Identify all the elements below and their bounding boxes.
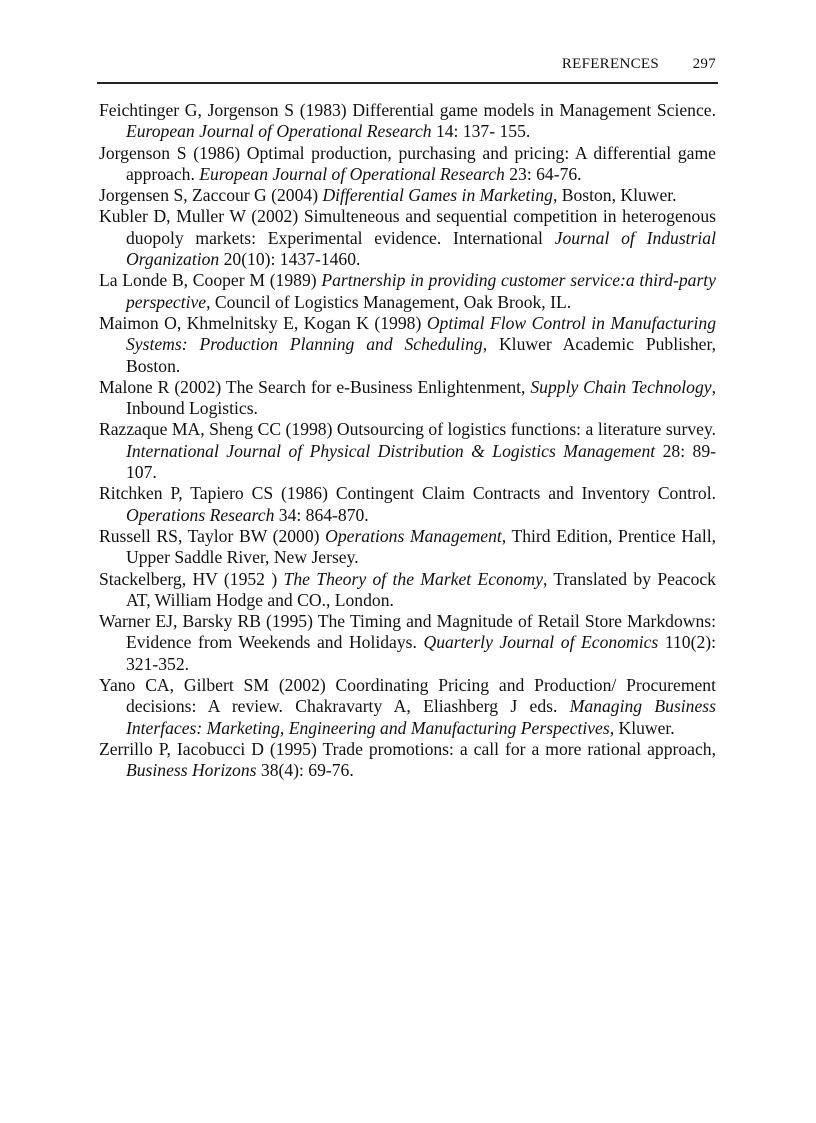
- reference-details: , Third Edition, Prentice Hall, Upper Saddle River, New Jersey.: [126, 525, 716, 568]
- reference-source-title: Journal of Industrial Organization: [126, 227, 716, 270]
- reference-details: 20(10): 1437-1460.: [219, 249, 361, 270]
- reference-source-title: European Journal of Operational Research: [126, 121, 432, 142]
- reference-text: Ritchken P, Tapiero CS (1986) Contingent Claim Contracts and Inventory Control.: [99, 483, 716, 504]
- reference-entry: [99, 675, 716, 739]
- reference-source-title: International Journal of Physical Distribution & Logistics Management: [126, 440, 656, 461]
- reference-details: , Kluwer.: [609, 717, 675, 738]
- reference-text: Razzaque MA, Sheng CC (1998) Outsourcing of logistics functions: a literature survey.: [99, 419, 716, 440]
- reference-source-title: European Journal of Operational Research: [199, 163, 505, 184]
- reference-details: , Inbound Logistics.: [126, 376, 716, 419]
- reference-text: Zerrillo P, Iacobucci D (1995) Trade promotions: a call for a more rational approach,: [99, 738, 716, 759]
- reference-details: , Translated by Peacock AT, William Hodge and CO., London.: [126, 568, 716, 610]
- reference-source-title: Supply Chain Technology: [530, 376, 712, 397]
- reference-details: 34: 864-870.: [274, 504, 369, 525]
- reference-text: Jorgenson S (1986) Optimal production, purchasing and pricing: A differential game approach.: [99, 142, 716, 184]
- reference-list: [99, 100, 716, 782]
- reference-source-title: Partnership in providing customer service:a third-party perspective: [126, 270, 716, 312]
- reference-entry: [99, 206, 716, 270]
- reference-source-title: Operations Management: [325, 525, 502, 546]
- reference-entry: [99, 185, 716, 206]
- reference-entry: [99, 611, 716, 675]
- reference-entry: [99, 143, 716, 186]
- reference-entry: [99, 483, 716, 526]
- reference-source-title: Quarterly Journal of Economics: [423, 632, 659, 653]
- reference-text: La Londe B, Cooper M (1989): [99, 270, 322, 291]
- reference-details: 23: 64-76.: [504, 163, 582, 184]
- reference-text: Feichtinger G, Jorgenson S (1983) Differential game models in Management Science.: [99, 100, 716, 120]
- running-header-title: REFERENCES: [561, 56, 659, 72]
- reference-entry: [99, 419, 716, 483]
- header-divider: [97, 82, 718, 84]
- reference-details: 14: 137- 155.: [431, 121, 531, 142]
- reference-source-title: Operations Research: [126, 504, 275, 525]
- reference-text: Stackelberg, HV (1952 ): [99, 568, 284, 589]
- reference-entry: [99, 313, 716, 377]
- reference-text: Russell RS, Taylor BW (2000): [99, 525, 326, 546]
- reference-details: 110(2): 321-352.: [126, 632, 716, 674]
- reference-text: Maimon O, Khmelnitsky E, Kogan K (1998): [99, 312, 427, 333]
- reference-entry: [99, 270, 716, 313]
- reference-entry: [99, 100, 716, 143]
- reference-entry: [99, 526, 716, 569]
- reference-text: Jorgensen S, Zaccour G (2004): [99, 185, 323, 206]
- reference-source-title: Differential Games in Marketing: [322, 185, 553, 206]
- reference-entry: [99, 739, 716, 782]
- reference-details: 38(4): 69-76.: [256, 760, 354, 781]
- reference-details: 28: 89-107.: [126, 440, 717, 483]
- reference-details: , Council of Logistics Management, Oak Brook, IL.: [206, 291, 572, 312]
- running-header: [97, 56, 718, 78]
- reference-details: , Kluwer Academic Publisher, Boston.: [126, 334, 716, 376]
- reference-details: , Boston, Kluwer.: [552, 185, 677, 206]
- reference-text: Malone R (2002) The Search for e-Business Enlightenment,: [99, 376, 531, 397]
- reference-text: Warner EJ, Barsky RB (1995) The Timing and Magnitude of Retail Store Markdowns: Evidence from Weekends and Holidays.: [99, 611, 716, 653]
- reference-source-title: Managing Business Interfaces: Marketing, Engineering and Manufacturing Perspectives: [126, 696, 716, 738]
- reference-source-title: Business Horizons: [126, 760, 257, 781]
- reference-entry: [99, 569, 716, 612]
- reference-entry: [99, 377, 716, 420]
- page-number: 297: [692, 56, 716, 72]
- reference-text: Yano CA, Gilbert SM (2002) Coordinating Pricing and Production/ Procurement decisions: A review. Chakravarty A, Eliashberg J eds.: [99, 675, 716, 717]
- reference-source-title: The Theory of the Market Economy: [283, 568, 543, 589]
- reference-text: Kubler D, Muller W (2002) Simulteneous and sequential competition in heterogenous duopoly markets: Experimental evidence. International: [99, 206, 716, 248]
- reference-source-title: Optimal Flow Control in Manufacturing Systems: Production Planning and Scheduling: [126, 312, 716, 355]
